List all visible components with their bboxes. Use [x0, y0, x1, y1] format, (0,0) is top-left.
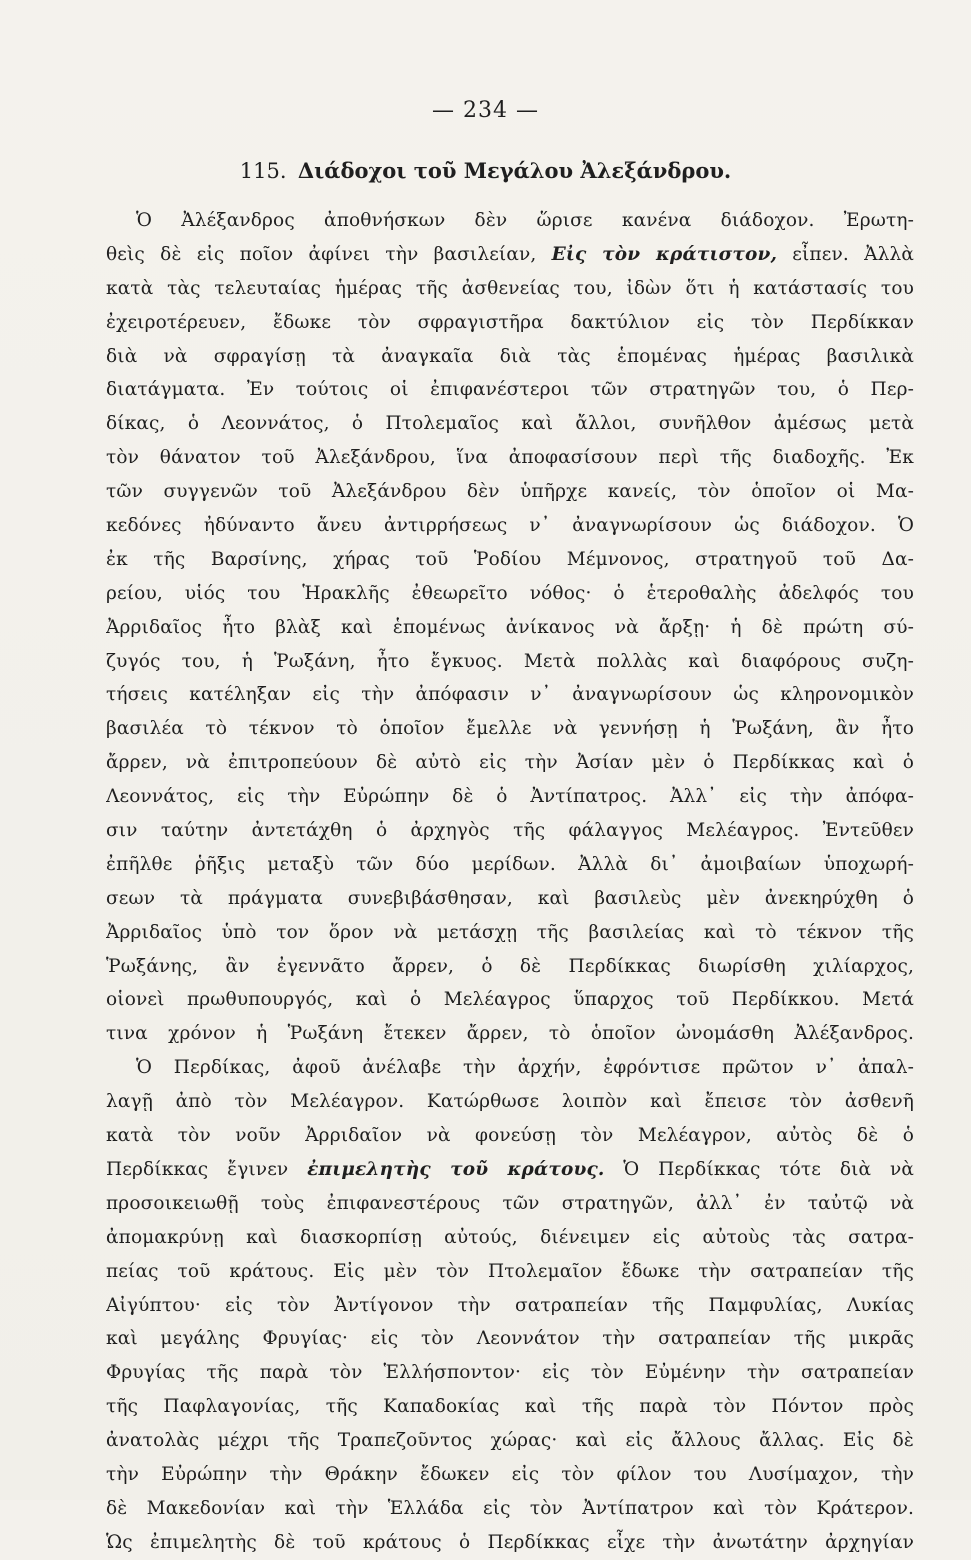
- text-line: ἐπῆλθε ῥῆξις μεταξὺ τῶν δύο μερίδων. Ἀλλὰ δι᾽ ἀμοιβαίων ὑποχωρή-: [106, 853, 914, 875]
- text-line: ρείου, υἱός του Ἡρακλῆς ἐθεωρεῖτο νόθος· ὁ ἑτεροθαλὴς ἀδελφός του: [106, 582, 914, 604]
- text-segment: εἶπεν. Ἀλλὰ: [792, 243, 914, 265]
- text-line: σιν ταύτην ἀντετάχθη ὁ ἀρχηγὸς τῆς φάλαγγος Μελέαγρος. Ἐντεῦθεν: [106, 820, 914, 842]
- text-line: διατάγματα. Ἐν τούτοις οἱ ἐπιφανέστεροι τῶν στρατηγῶν του, ὁ Περ-: [106, 379, 914, 401]
- section-heading: [0, 158, 971, 183]
- text-line: Αἰγύπτου· εἰς τὸν Ἀντίγονον τὴν σατραπείαν τῆς Παμφυλίας, Λυκίας: [106, 1294, 914, 1316]
- section-number: 115.: [239, 159, 287, 183]
- text-line: ζυγός του, ἡ Ῥωξάνη, ἦτο ἔγκυος. Μετὰ πολλὰς καὶ διαφόρους συζη-: [106, 650, 914, 672]
- text-segment: Ὁ Περδίκκας τότε διὰ νὰ: [623, 1158, 914, 1180]
- text-line: τήσεις κατέληξαν εἰς τὴν ἀπόφασιν ν᾽ ἀναγνωρίσουν ὡς κληρονομικὸν: [106, 684, 914, 706]
- body-text: [106, 204, 914, 1560]
- text-line: Ἀρριδαῖος ὑπὸ τον ὅρον νὰ μετάσχῃ τῆς βασιλείας καὶ τὸ τέκνον τῆς: [106, 921, 914, 943]
- text-line: κεδόνες ἠδύναντο ἄνευ ἀντιρρήσεως ν᾽ ἀναγνωρίσουν ὡς διάδοχον. Ὁ: [106, 515, 914, 537]
- text-line: Φρυγίας τῆς παρὰ τὸν Ἑλλήσποντον· εἰς τὸν Εὐμένην τὴν σατραπείαν: [106, 1362, 914, 1384]
- text-line: κατὰ τὸν νοῦν Ἀρριδαῖον νὰ φονεύσῃ τὸν Μελέαγρον, αὐτὸς δὲ ὁ: [106, 1125, 914, 1147]
- text-line: τὴν Εὐρώπην τὴν Θράκην ἔδωκεν εἰς τὸν φίλον του Λυσίμαχον, τὴν: [106, 1463, 914, 1485]
- text-line: τῶν συγγενῶν τοῦ Ἀλεξάνδρου δὲν ὑπῆρχε κανείς, τὸν ὁποῖον οἱ Μα-: [106, 481, 914, 503]
- text-line: διὰ νὰ σφραγίσῃ τὰ ἀναγκαῖα διὰ τὰς ἑπομένας ἡμέρας βασιλικὰ: [106, 345, 914, 367]
- text-line: κατὰ τὰς τελευταίας ἡμέρας τῆς ἀσθενείας του, ἰδὼν ὅτι ἡ κατάστασίς του: [106, 277, 914, 299]
- text-line: [106, 238, 914, 272]
- text-line: [106, 1153, 914, 1187]
- text-line: ἐκ τῆς Βαρσίνης, χήρας τοῦ Ῥοδίου Μέμνονος, στρατηγοῦ τοῦ Δα-: [106, 548, 914, 570]
- text-line: οἱονεὶ πρωθυπουργός, καὶ ὁ Μελέαγρος ὕπαρχος τοῦ Περδίκκου. Μετά: [106, 989, 914, 1011]
- text-line: λαγῇ ἀπὸ τὸν Μελέαγρον. Κατώρθωσε λοιπὸν καὶ ἔπεισε τὸν ἀσθενῆ: [106, 1091, 914, 1113]
- section-title: Διάδοχοι τοῦ Μεγάλου Ἀλεξάνδρου.: [297, 158, 732, 183]
- text-line: ἐχειροτέρευεν, ἔδωκε τὸν σφραγιστῆρα δακτύλιον εἰς τὸν Περδίκκαν: [106, 311, 914, 333]
- emphasized-phrase: ἐπιμελητὴς τοῦ κράτους.: [307, 1158, 605, 1180]
- text-line: τινα χρόνον ἡ Ῥωξάνη ἔτεκεν ἄρρεν, τὸ ὁποῖον ὠνομάσθη Ἀλέξανδρος.: [106, 1023, 914, 1045]
- text-line: τὸν θάνατον τοῦ Ἀλεξάνδρου, ἵνα ἀποφασίσουν περὶ τῆς διαδοχῆς. Ἐκ: [106, 447, 914, 469]
- text-line: Ἀρριδαῖος ἦτο βλὰξ καὶ ἑπομένως ἀνίκανος νὰ ἄρξῃ· ἡ δὲ πρώτη σύ-: [106, 616, 914, 638]
- text-line: σεων τὰ πράγματα συνεβιβάσθησαν, καὶ βασιλεὺς μὲν ἀνεκηρύχθη ὁ: [106, 887, 914, 909]
- text-line: ἀπομακρύνῃ καὶ διασκορπίσῃ αὐτούς, διένειμεν εἰς αὐτοὺς τὰς σατρα-: [106, 1226, 914, 1248]
- text-segment: Περδίκκας ἔγινεν: [106, 1158, 289, 1180]
- text-line: δὲ Μακεδονίαν καὶ τὴν Ἑλλάδα εἰς τὸν Ἀντίπατρον καὶ τὸν Κράτερον.: [106, 1497, 914, 1519]
- text-line: τῆς Παφλαγονίας, τῆς Καπαδοκίας καὶ τῆς παρὰ τὸν Πόντον πρὸς: [106, 1396, 914, 1418]
- text-line: ἄρρεν, νὰ ἐπιτροπεύουν δὲ αὐτὸ εἰς τὴν Ἀσίαν μὲν ὁ Περδίκκας καὶ ὁ: [106, 752, 914, 774]
- text-segment: θεὶς δὲ εἰς ποῖον ἀφίνει τὴν βασιλείαν,: [106, 243, 537, 265]
- text-line: Ῥωξάνης, ἂν ἐγεννᾶτο ἄρρεν, ὁ δὲ Περδίκκας διωρίσθη χιλίαρχος,: [106, 955, 914, 977]
- text-line: προσοικειωθῇ τοὺς ἐπιφανεστέρους τῶν στρατηγῶν, ἀλλ᾽ ἐν ταὐτῷ νὰ: [106, 1192, 914, 1214]
- text-line: Ὁ Περδίκας, ἀφοῦ ἀνέλαβε τὴν ἀρχήν, ἐφρόντισε πρῶτον ν᾽ ἀπαλ-: [136, 1057, 914, 1079]
- text-line: Ὡς ἐπιμελητὴς δὲ τοῦ κράτους ὁ Περδίκκας εἶχε τὴν ἀνωτάτην ἀρχηγίαν: [106, 1531, 914, 1553]
- text-line: ἀνατολὰς μέχρι τῆς Τραπεζοῦντος χώρας· καὶ εἰς ἄλλους ἄλλας. Εἰς δὲ: [106, 1430, 914, 1452]
- text-line: βασιλέα τὸ τέκνον τὸ ὁποῖον ἔμελλε νὰ γεννήσῃ ἡ Ῥωξάνη, ἂν ἦτο: [106, 718, 914, 740]
- text-line: Λεοννάτος, εἰς τὴν Εὐρώπην δὲ ὁ Ἀντίπατρος. Ἀλλ᾽ εἰς τὴν ἀπόφα-: [106, 786, 914, 808]
- text-line: δίκας, ὁ Λεοννάτος, ὁ Πτολεμαῖος καὶ ἄλλοι, συνῆλθον ἀμέσως μετὰ: [106, 413, 914, 435]
- emphasized-phrase: Εἰς τὸν κράτιστον,: [551, 243, 778, 265]
- page-number: — 234 —: [432, 98, 539, 123]
- text-line: πείας τοῦ κράτους. Εἰς μὲν τὸν Πτολεμαῖον ἔδωκε τὴν σατραπείαν τῆς: [106, 1260, 914, 1282]
- text-line: Ὁ Ἀλέξανδρος ἀποθνήσκων δὲν ὥρισε κανένα διάδοχον. Ἐρωτη-: [136, 210, 914, 231]
- text-line: καὶ μεγάλης Φρυγίας· εἰς τὸν Λεοννάτον τὴν σατραπείαν τῆς μικρᾶς: [106, 1328, 914, 1350]
